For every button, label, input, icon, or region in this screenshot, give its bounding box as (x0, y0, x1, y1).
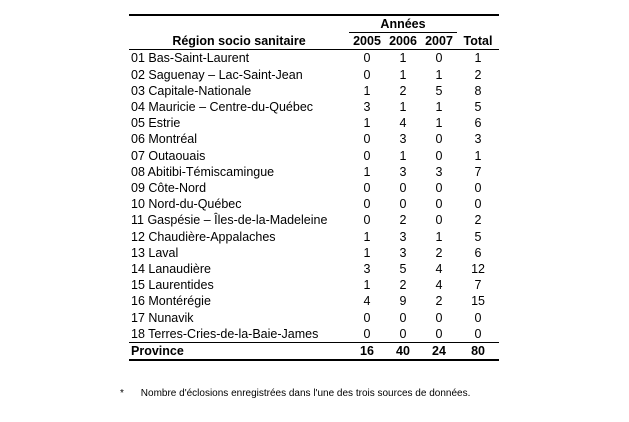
region-label: 04 Mauricie – Centre-du-Québec (131, 100, 314, 115)
year-value-cell: 1 (363, 116, 371, 131)
year-value-cell: 0 (363, 326, 371, 341)
row-total-cell: 2 (474, 213, 482, 228)
year-value-cell: 1 (363, 229, 371, 244)
year-value-cell: 0 (399, 310, 407, 325)
year-value-cell: 3 (399, 164, 407, 179)
table-row (129, 310, 499, 326)
region-label: 02 Saguenay – Lac-Saint-Jean (131, 67, 303, 82)
region-label: 09 Côte-Nord (131, 181, 207, 196)
total-cell: 24 (421, 343, 457, 361)
year-value-cell: 2 (435, 245, 443, 260)
region-label: 16 Montérégie (131, 294, 211, 309)
row-total-cell: 5 (474, 229, 482, 244)
row-total-cell: 7 (474, 164, 482, 179)
row-total-cell: 1 (474, 51, 482, 66)
year-value-cell: 2 (435, 294, 443, 309)
footnote-marker: * (120, 388, 124, 399)
year-value-cell: 0 (435, 213, 443, 228)
row-total-cell: 2 (474, 67, 482, 82)
year-value-cell: 3 (399, 245, 407, 260)
year-value-cell: 1 (435, 67, 443, 82)
year-value-cell: 1 (435, 100, 443, 115)
row-total-cell: 0 (474, 326, 482, 341)
region-header: Région socio sanitaire (129, 33, 349, 50)
total-cell: 40 (385, 343, 421, 361)
year-value-cell: 0 (399, 326, 407, 341)
total-cell: 16 (349, 343, 385, 361)
table-row (129, 196, 499, 212)
row-total-cell: 0 (474, 197, 482, 212)
year-value-cell: 5 (435, 83, 443, 98)
year-value-cell: 0 (435, 181, 443, 196)
year-value-cell: 1 (399, 51, 407, 66)
header-row-2 (129, 33, 499, 50)
table-row (129, 115, 499, 131)
region-label: 06 Montréal (131, 132, 198, 147)
annees-header: Années (349, 15, 457, 33)
region-label: 03 Capitale-Nationale (131, 83, 252, 98)
year-value-cell: 1 (363, 278, 371, 293)
year-value-cell: 0 (435, 148, 443, 163)
region-label: 08 Abitibi-Témiscamingue (131, 164, 275, 179)
year-value-cell: 0 (435, 310, 443, 325)
year-value-cell: 0 (435, 132, 443, 147)
year-value-cell: 1 (363, 245, 371, 260)
year-value-cell: 4 (399, 116, 407, 131)
region-label: 18 Terres-Cries-de-la-Baie-James (131, 326, 319, 341)
year-value-cell: 2 (399, 278, 407, 293)
region-label: 14 Lanaudière (131, 262, 211, 277)
year-value-cell: 5 (399, 262, 407, 277)
year-value-cell: 2 (399, 83, 407, 98)
footnote-text: Nombre d'éclosions enregistrées dans l'une des trois sources de données. (140, 388, 471, 399)
outbreak-table (129, 14, 499, 361)
total-header: Total (457, 33, 499, 50)
year-value-cell: 0 (363, 67, 371, 82)
total-label: Province (129, 343, 349, 361)
year-value-cell: 0 (435, 197, 443, 212)
year-value-cell: 0 (363, 148, 371, 163)
year-value-cell: 0 (363, 51, 371, 66)
table-row (129, 229, 499, 245)
region-label: 17 Nunavik (131, 310, 194, 325)
row-total-cell: 6 (474, 116, 482, 131)
row-total-cell: 8 (474, 83, 482, 98)
total-cell: 80 (457, 343, 499, 361)
year-value-cell: 0 (363, 310, 371, 325)
row-total-cell: 12 (471, 262, 485, 277)
year-value-cell: 1 (363, 164, 371, 179)
table-row (129, 212, 499, 228)
year-value-cell: 0 (363, 181, 371, 196)
table-row (129, 67, 499, 83)
year-value-cell: 0 (399, 197, 407, 212)
table-row (129, 245, 499, 261)
year-value-cell: 0 (435, 51, 443, 66)
table-row (129, 261, 499, 277)
year-value-cell: 1 (399, 67, 407, 82)
year-value-cell: 4 (435, 278, 443, 293)
row-total-cell: 6 (474, 245, 482, 260)
year-value-cell: 3 (363, 262, 371, 277)
footnote (120, 388, 470, 399)
year-value-cell: 9 (399, 294, 407, 309)
year-value-cell: 1 (435, 116, 443, 131)
year-header: 2005 (349, 33, 385, 50)
row-total-cell: 5 (474, 100, 482, 115)
year-value-cell: 3 (399, 132, 407, 147)
year-header: 2006 (385, 33, 421, 50)
row-total-cell: 0 (474, 181, 482, 196)
year-value-cell: 1 (363, 83, 371, 98)
year-value-cell: 0 (363, 132, 371, 147)
table-row (129, 50, 499, 67)
region-label: 05 Estrie (131, 116, 181, 131)
year-value-cell: 1 (399, 100, 407, 115)
year-value-cell: 0 (399, 181, 407, 196)
year-value-cell: 2 (399, 213, 407, 228)
year-value-cell: 0 (363, 197, 371, 212)
region-label: 11 Gaspésie – Îles-de-la-Madeleine (131, 213, 328, 228)
row-total-cell: 7 (474, 278, 482, 293)
table-row (129, 83, 499, 99)
table-row (129, 164, 499, 180)
row-total-cell: 3 (474, 132, 482, 147)
year-header: 2007 (421, 33, 457, 50)
year-value-cell: 1 (399, 148, 407, 163)
region-label: 10 Nord-du-Québec (131, 197, 242, 212)
row-total-cell: 15 (471, 294, 485, 309)
row-total-cell: 1 (474, 148, 482, 163)
table-row (129, 99, 499, 115)
year-value-cell: 4 (363, 294, 371, 309)
region-label: 12 Chaudière-Appalaches (131, 229, 276, 244)
region-label: 15 Laurentides (131, 278, 214, 293)
year-value-cell: 3 (399, 229, 407, 244)
table-row (129, 148, 499, 164)
region-label: 13 Laval (131, 245, 179, 260)
row-total-cell: 0 (474, 310, 482, 325)
year-value-cell: 0 (363, 213, 371, 228)
table-row (129, 326, 499, 343)
table-row (129, 293, 499, 309)
province-total-row (129, 343, 499, 361)
year-value-cell: 0 (435, 326, 443, 341)
region-label: 07 Outaouais (131, 148, 206, 163)
year-value-cell: 4 (435, 262, 443, 277)
table-row (129, 180, 499, 196)
table-row (129, 131, 499, 147)
year-value-cell: 3 (363, 100, 371, 115)
year-value-cell: 1 (435, 229, 443, 244)
region-label: 01 Bas-Saint-Laurent (131, 51, 250, 66)
header-row-1 (129, 15, 499, 33)
year-value-cell: 3 (435, 164, 443, 179)
table-row (129, 277, 499, 293)
